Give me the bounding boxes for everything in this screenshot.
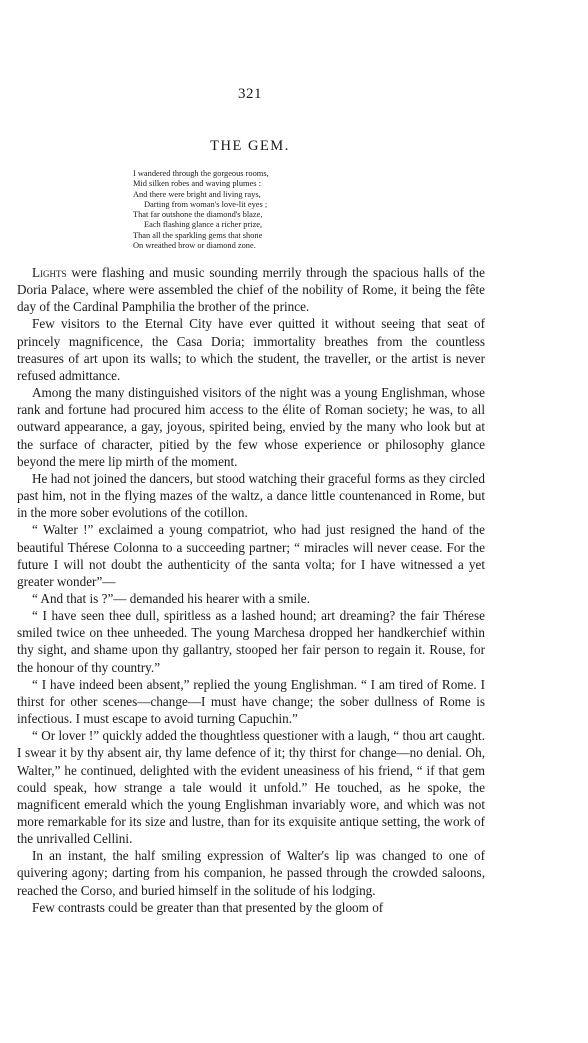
paragraph (17, 264, 485, 315)
paragraph (17, 590, 485, 607)
paragraph-lead: Lights (32, 265, 67, 280)
paragraph-text: “ I have indeed been absent,” replied the young Englishman. “ I am tired of Rome. I thirst for other scenes—change—I must have change; the sober dullness of Rome is infectious. I must escape to avoid turning Capuchin.” (17, 676, 485, 727)
poem-line: That far outshone the diamond's blaze, (133, 210, 263, 220)
paragraph-text: “ I have seen thee dull, spiritless as a lashed hound; art dreaming? the fair Thérese smiled twice on thee unheeded. The young Marchesa dropped her handkerchief within thy sight, and shame upon thy gallantry, stooped her fair person to regain it. Rouse, for the honour of thy country.” (17, 608, 485, 675)
paragraph (17, 521, 485, 590)
poem-line: And there were bright and living rays, (133, 189, 261, 199)
paragraph-text: Among the many distinguished visitors of the night was a young Englishman, whose rank and fortune had procured him access to the élite of Roman society; he was, to all outward appearance, a gay, joyous, spirited being, envied by the many who look but at the surface of character, pitied by the few whose experience or philosophy glance beyond the mere lip mirth of the moment. (17, 385, 485, 469)
body-text (17, 264, 485, 916)
paragraph-text: “ Walter !” exclaimed a young compatriot, who had just resigned the hand of the beautiful Thérese Colonna to a succeeding partner; “ miracles will never cease. For the future I will not doubt the authenticity of the santa volta; for I have witnessed a yet greater wonder”— (17, 522, 485, 589)
page-number: 321 (238, 86, 262, 102)
paragraph-text: In an instant, the half smiling expression of Walter's lip was changed to one of quivering agony; darting from his companion, he passed through the crowded saloons, reached the Corso, and buried himself in the solitude of his lodging. (17, 848, 485, 898)
poem-line: Mid silken robes and waving plumes : (133, 179, 261, 189)
poem-line: Each flashing glance a richer prize, (144, 220, 263, 230)
epigraph-poem (133, 169, 393, 251)
poem-line: Than all the sparkling gems that shone (133, 230, 263, 240)
paragraph-text: “ Or lover !” quickly added the thoughtless questioner with a laugh, “ thou art caught. I swear it by thy absent air, thy lame defence of it; thy thirst for change—no denial. Oh, Walter,” he continued, delighted with the evident uneasiness of his friend, “ if that gem could speak, how strange a tale would it unfold.” He touched, as he spoke, the magnificent emerald which the young Englishman invariably wore, and which was not more remarkable for its size and lustre, than for its exquisite antique setting, the work of the unrivalled Cellini. (17, 728, 485, 847)
paragraph (17, 315, 485, 384)
paragraph (17, 607, 485, 676)
paragraph (17, 847, 485, 898)
poem-line: I wandered through the gorgeous rooms, (133, 169, 269, 178)
paragraph-text: were flashing and music sounding merrily through the spacious halls of the Doria Palace, where were assembled the chief of the nobility of Rome, it being the fête day of the Cardinal Pamphilia the brother of the prince. (17, 265, 485, 315)
paragraph (17, 384, 485, 470)
paragraph (17, 899, 485, 916)
paragraph (17, 727, 485, 847)
paragraph (17, 470, 485, 521)
paragraph-text: Few visitors to the Eternal City have ever quitted it without seeing that seat of princely magnificence, the Casa Doria; immortality breathes from the countless treasures of art upon its walls; to which the student, the traveller, or the artist is never refused admittance. (17, 316, 485, 383)
paragraph-text: Few contrasts could be greater than that presented by the gloom of (32, 899, 384, 915)
chapter-title: THE GEM. (210, 138, 290, 154)
paragraph-text: He had not joined the dancers, but stood watching their graceful forms as they circled past him, not in the flying mazes of the waltz, a dance little countenanced in Rome, but in the more sober evolutions of the cotillon. (17, 470, 485, 521)
paragraph (17, 676, 485, 727)
poem-line: On wreathed brow or diamond zone. (133, 241, 256, 251)
paragraph-text: “ And that is ?”— demanded his hearer with a smile. (32, 590, 310, 606)
poem-line: Darting from woman's love-lit eyes ; (144, 199, 268, 209)
